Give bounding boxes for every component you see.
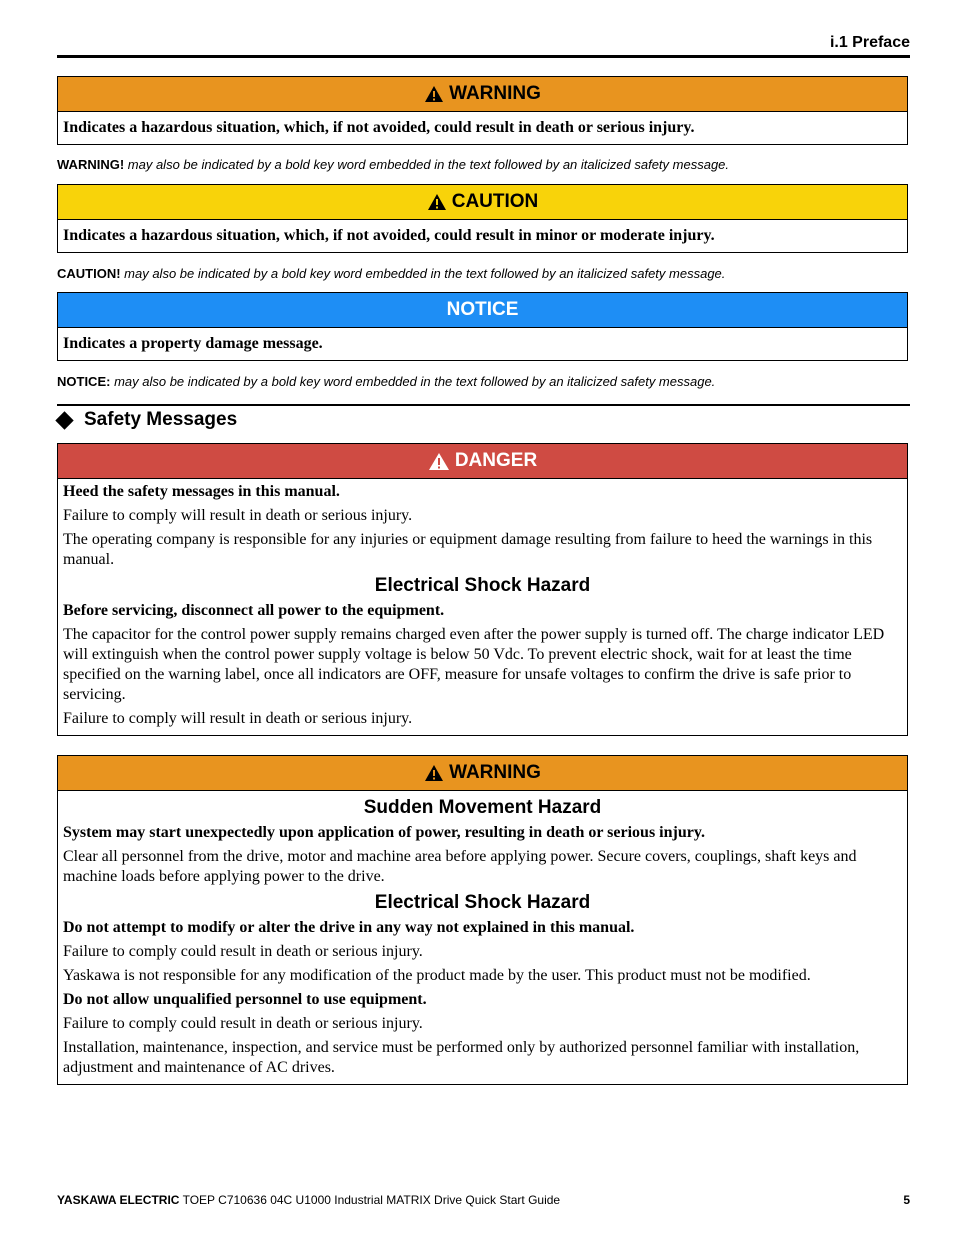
notice-label: NOTICE — [446, 299, 519, 320]
notice-definition-text: Indicates a property damage message. — [63, 335, 323, 352]
danger-p1: Heed the safety messages in this manual. — [63, 483, 340, 500]
page-number: 5 — [903, 1193, 910, 1207]
page-footer — [57, 1193, 910, 1207]
danger-box — [57, 443, 908, 736]
page-header — [57, 33, 910, 58]
danger-p2: Failure to comply will result in death or serious injury. — [63, 507, 413, 524]
section-rule — [57, 404, 910, 406]
warning-label: WARNING — [449, 83, 541, 104]
warning-subheading-1: Sudden Movement Hazard — [363, 797, 602, 818]
warning-p5: Yaskawa is not responsible for any modification of the product made by the user. This product must not be modified. — [63, 967, 811, 984]
warning-p2: Clear all personnel from the drive, motor and machine area before applying power. Secure covers, couplings, shaft keys and machine loads before applying power to the drive. — [63, 848, 857, 885]
notice-note-text: may also be indicated by a bold key word embedded in the text followed by an italicized safety message. — [110, 374, 716, 389]
danger-header — [58, 444, 907, 479]
notice-header — [58, 293, 907, 328]
caution-definition-text: Indicates a hazardous situation, which, if not avoided, could result in minor or moderate injury. — [63, 227, 715, 244]
warning-p1: System may start unexpectedly upon application of power, resulting in death or serious injury. — [63, 824, 705, 841]
caution-header — [58, 185, 907, 220]
warning-triangle-icon — [427, 193, 447, 211]
notice-note-key: NOTICE: — [57, 374, 111, 389]
warning-p8: Installation, maintenance, inspection, and service must be performed only by authorized personnel familiar with installation, adjustment and maintenance of AC drives. — [63, 1039, 860, 1076]
danger-p4: Before servicing, disconnect all power to the equipment. — [63, 602, 445, 619]
caution-definition-box — [57, 184, 908, 253]
warning-box — [57, 755, 908, 1085]
warning-p7: Failure to comply could result in death or serious injury. — [63, 1015, 423, 1032]
warning-triangle-icon — [424, 764, 444, 782]
caution-note — [57, 266, 725, 281]
warning-box-label: WARNING — [449, 762, 541, 783]
danger-p3: The operating company is responsible for any injuries or equipment damage resulting from failure to heed the warnings in this manual. — [63, 531, 873, 568]
caution-label: CAUTION — [451, 191, 539, 212]
warning-definition-box — [57, 76, 908, 145]
danger-content — [58, 479, 907, 735]
warning-p4: Failure to comply could result in death or serious injury. — [63, 943, 423, 960]
notice-definition-box — [57, 292, 908, 361]
danger-p6: Failure to comply will result in death or serious injury. — [63, 710, 413, 727]
danger-label: DANGER — [454, 450, 538, 471]
footer-brand: YASKAWA ELECTRIC — [57, 1193, 180, 1207]
danger-p5: The capacitor for the control power supply remains charged even after the power supply is turned off. The charge indicator LED will extinguish when the control power supply voltage is below 50 Vdc. To prevent electric shock, wait for at least the time specified on the warning label, once all indicators are OFF, measure for unsafe voltages to confirm the drive is safe prior to servicing. — [63, 626, 885, 703]
warning-content — [58, 791, 907, 1084]
caution-note-text: may also be indicated by a bold key word embedded in the text followed by an italicized safety message. — [120, 266, 726, 281]
warning-header — [58, 77, 907, 112]
warning-definition-text: Indicates a hazardous situation, which, if not avoided, could result in death or serious injury. — [63, 119, 695, 136]
diamond-bullet-icon — [55, 411, 73, 429]
notice-note — [57, 374, 715, 389]
warning-p6: Do not allow unqualified personnel to use equipment. — [63, 991, 427, 1008]
warning-box-header — [58, 756, 907, 791]
warning-triangle-icon — [428, 452, 450, 471]
warning-subheading-2: Electrical Shock Hazard — [374, 892, 591, 913]
section-title: Safety Messages — [84, 409, 238, 430]
warning-triangle-icon — [424, 85, 444, 103]
warning-note-key: WARNING! — [57, 157, 125, 172]
warning-note-text: may also be indicated by a bold key word embedded in the text followed by an italicized safety message. — [124, 157, 730, 172]
warning-p3: Do not attempt to modify or alter the drive in any way not explained in this manual. — [63, 919, 635, 936]
caution-note-key: CAUTION! — [57, 266, 121, 281]
section-heading — [56, 409, 237, 431]
footer-doc-title: TOEP C710636 04C U1000 Industrial MATRIX Drive Quick Start Guide — [179, 1193, 561, 1207]
danger-subheading: Electrical Shock Hazard — [374, 575, 591, 596]
warning-note — [57, 157, 729, 172]
section-label: i.1 Preface — [829, 34, 910, 51]
